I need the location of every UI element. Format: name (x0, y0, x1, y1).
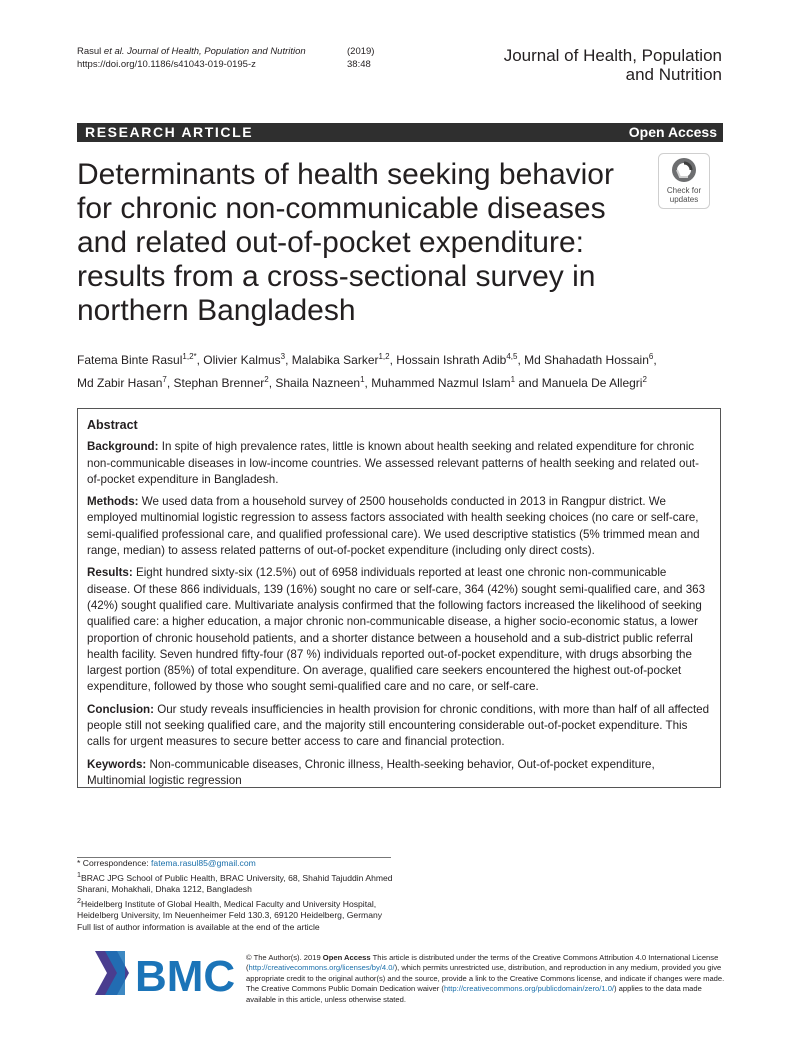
author-separator: , (285, 353, 292, 367)
author-name: Md Shahadath Hossain (524, 353, 649, 367)
author-separator: , (166, 376, 174, 390)
author-affiliation-sup: 6 (648, 352, 654, 361)
author-separator: , (364, 376, 372, 390)
keywords-label: Keywords: (87, 757, 147, 771)
author-affiliation-sup: 2 (264, 375, 269, 384)
title-line: northern Bangladesh (77, 294, 356, 327)
author-name: Stephan Brenner (173, 376, 265, 390)
running-header (77, 45, 375, 71)
author-affiliation-sup: 1 (510, 375, 516, 384)
abstract-heading: Abstract (87, 418, 138, 432)
author-affiliation-sup: 1,2 (378, 352, 390, 361)
license-p4: ) applies to the data made available in this article, unless otherwise stated. (246, 984, 702, 1004)
affiliation-2-text: Heidelberg Institute of Global Health, Medical Faculty and University Hospital, Heidelberg University, Im Neuenheimer Feld 130.3, 69120 Heidelberg, Germany (77, 898, 383, 921)
author-affiliation-sup: 4,5 (506, 352, 518, 361)
abstract-conclusion (87, 702, 712, 751)
license-link-cc-by[interactable]: http://creativecommons.org/licenses/by/4.0/ (248, 963, 395, 973)
conclusion-label: Conclusion: (87, 702, 154, 716)
check-for-updates-badge[interactable] (658, 153, 710, 209)
author-name: Fatema Binte Rasul (77, 353, 183, 367)
title-line: for chronic non-communicable diseases (77, 192, 606, 225)
author-name: Olivier Kalmus (203, 353, 281, 367)
author-affiliation-sup: 2 (642, 375, 647, 384)
affiliation-2 (77, 896, 397, 922)
conclusion-text: Our study reveals insufficiencies in health provision for chronic conditions, with more than half of all affected people still not seeking qualified care, and the majority still encountering considerable out-of-pocket expenditure. This calls for urgent measures to secure better access to care and financial protection. (87, 702, 710, 749)
license-link-cc-zero[interactable]: http://creativecommons.org/publicdomain/zero/1.0/ (443, 984, 615, 994)
author-separator: , (653, 353, 657, 367)
author-separator: , (196, 353, 204, 367)
doi-link[interactable]: https://doi.org/10.1186/s41043-019-0195-z (77, 59, 256, 70)
check-line2: updates (669, 195, 699, 204)
abstract-results (87, 565, 712, 695)
journal-name-line1: Journal of Health, Population (503, 46, 722, 65)
affiliation-1-text: BRAC JPG School of Public Health, BRAC University, 68, Shahid Tajuddin Ahmed Sharani, Mohakhali, Dhaka 1212, Bangladesh (77, 872, 393, 895)
author-separator: , (517, 353, 525, 367)
author-affiliation-sup: 1,2* (182, 352, 197, 361)
author-separator: , (268, 376, 276, 390)
abstract-background (87, 439, 712, 488)
title-line: Determinants of health seeking behavior (77, 158, 614, 191)
correspondence (77, 858, 397, 870)
abstract-methods (87, 494, 712, 559)
author-name: Shaila Nazneen (275, 376, 361, 390)
title-line: results from a cross-sectional survey in (77, 260, 596, 293)
license-p3: ), which permits unrestricted use, distribution, and reproduction in any medium, provided you give appropriate credit to the original author(s) and the source, provide a link to the Creative Commons license, and indicate if changes were made. The Creative Commons Public Domain Dedication waiver ( (246, 963, 725, 994)
license-p1: © The Author(s). 2019 (246, 953, 323, 962)
author-name: Muhammed Nazmul Islam (371, 376, 511, 390)
methods-text: We used data from a household survey of 2500 households conducted in 2013 in Rangpur district. We employed multinomial logistic regression to assess factors associated with health seeking choices (no care or self-care, semi-qualified professional care, and qualified professional care). We used descriptive statistics (5% trimmed mean and range, median) to assess related patterns of out-of-pocket expenditure (including only direct costs). (87, 495, 700, 558)
results-text: Eight hundred sixty-six (12.5%) out of 6958 individuals reported at least one chronic non-communicable disease. Of these 866 individuals, 139 (16%) sought no care or self-care, 364 (42%) sought semi-qualified care, and 363 (42%) sought qualified care. Multivariate analysis confirmed that the following factors increased the likelihood of seeking qualified care: a higher education, a major chronic non-communicable disease, a higher socio-economic status, a lower proportion of chronic household patients, and a shorter distance between a household and a sub-district public referral health facility. Seven hundred fifty-four (87 %) individuals reported out-of-pocket expenditure, with drugs absorbing the largest portion (85%) of total expenditure. On average, qualified care seekers encountered the highest out-of-pocket expenditure, followed by those who sought semi-qualified care and no care, or self-care. (87, 566, 706, 694)
keywords-text: Non-communicable diseases, Chronic illness, Health-seeking behavior, Out-of-pocket expenditure, Multinomial logistic regression (87, 757, 655, 787)
abstract-keywords (87, 757, 712, 790)
correspondence-prefix: * Correspondence: (77, 858, 152, 868)
citation-authors: Rasul (77, 46, 102, 57)
bmc-logo-text: BMC (135, 952, 235, 999)
author-name: Manuela De Allegri (541, 376, 643, 390)
author-affiliation-sup: 1 (360, 375, 365, 384)
author-list (77, 347, 727, 393)
background-label: Background: (87, 440, 159, 454)
abstract-box (77, 408, 721, 788)
citation-etal: et al. (101, 46, 125, 57)
title-line: and related out-of-pocket expenditure: (77, 226, 584, 259)
article-title (77, 158, 637, 328)
author-affiliation-sup: 3 (280, 352, 286, 361)
results-label: Results: (87, 566, 133, 580)
journal-name (504, 46, 722, 84)
open-access-label: Open Access (628, 124, 717, 140)
author-separator: , (389, 353, 397, 367)
affiliation-1 (77, 870, 397, 896)
author-separator: and (515, 376, 542, 390)
article-type-banner (77, 123, 723, 142)
author-name: Hossain Ishrath Adib (396, 353, 507, 367)
bmc-logo (95, 947, 235, 999)
citation-year: (2019) 38:48 (347, 46, 375, 70)
full-author-info-note: Full list of author information is available at the end of the article (77, 921, 320, 932)
methods-label: Methods: (87, 495, 139, 509)
article-type: RESEARCH ARTICLE (85, 124, 254, 140)
author-name: Md Zabir Hasan (77, 376, 163, 390)
license-open-access: Open Access (322, 953, 371, 962)
background-text: In spite of high prevalence rates, little is known about health seeking and related expenditure for chronic non-communicable diseases in low-income countries. We assessed relevant patterns of health seeking and related out-of-pocket expenditure in Bangladesh. (87, 440, 700, 486)
author-affiliation-sup: 7 (162, 375, 167, 384)
license-statement (246, 953, 726, 1005)
affiliation-2-sup: 2 (77, 896, 81, 905)
citation-journal: Journal of Health, Population and Nutrition (124, 46, 306, 57)
journal-name-line2: and Nutrition (625, 65, 722, 84)
bmc-logo-icon (95, 947, 235, 999)
affiliation-1-sup: 1 (77, 870, 81, 879)
correspondence-email-link[interactable]: fatema.rasul85@gmail.com (151, 858, 256, 868)
check-line1: Check for (666, 186, 702, 195)
author-name: Malabika Sarker (291, 353, 379, 367)
license-p2: This article is distributed under the terms of the Creative Commons Attribution 4.0 International License ( (246, 953, 719, 973)
footnote (77, 858, 397, 933)
check-for-updates-icon (658, 153, 710, 209)
